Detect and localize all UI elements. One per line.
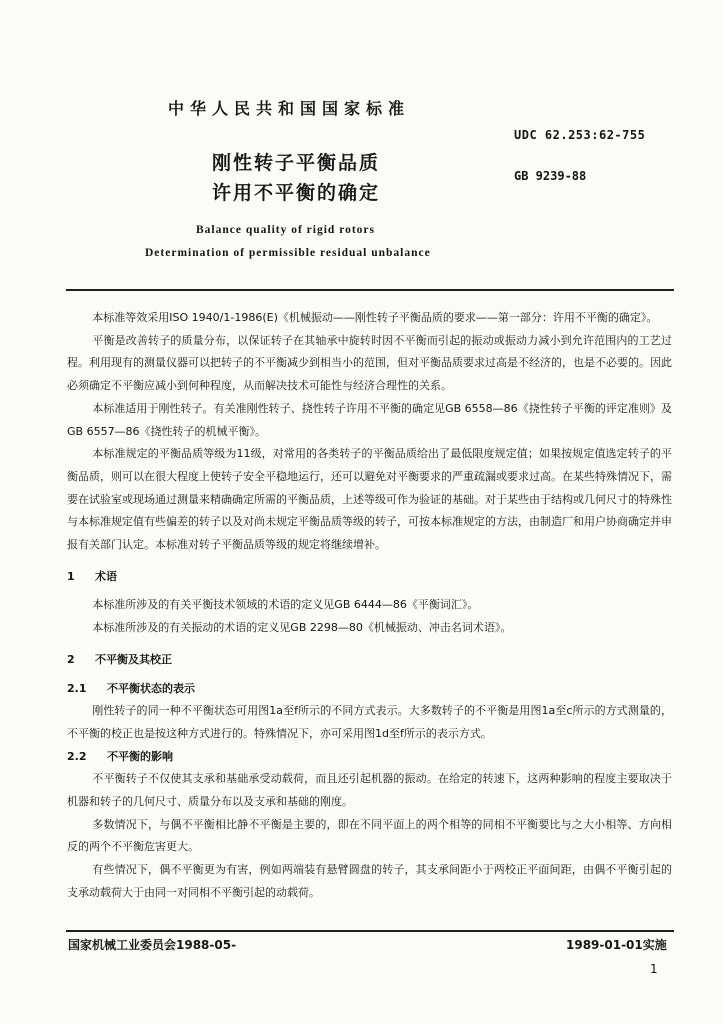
subsection-heading [67,746,672,769]
body-paragraph: 本标准所涉及的有关振动的术语的定义见GB 2298—80《机械振动、冲击名词术语》。 [92,621,512,635]
title-en-line2: Determination of permissible residual unbalance [145,247,431,259]
section-title: 术语 [95,569,117,583]
title-cn-line1: 刚性转子平衡品质 [212,152,381,174]
top-divider [66,289,674,291]
section-heading [67,649,672,672]
section-number: 2 [67,652,75,666]
intro-paragraph: 本标准规定的平衡品质等级为11级，对常用的各类转子的平衡品质给出了最低限度规定值；如果按规定值选定转子的平衡品质，则可以在很大程度上使转子安全平稳地运行，还可以避免对平衡要求的严重疏漏或要求过高。在某些特殊情况下，需要在试验室或现场通过测量来精确确定所需的平衡品质，上述等级可作为验证的基础。对于某些由于结构或几何尺寸的特殊性与本标准规定值有些偏差的转子以及对尚未规定平衡品质等级的转子，可按本标准规定的方法，由制造厂和用户协商确定并申报有关部门认定。本标准对转子平衡品质等级的规定将继续增补。 [67,447,672,552]
issued-by: 国家机械工业委员会1988-05- [68,938,237,952]
document-body [67,307,672,905]
subsection-title: 不平衡状态的表示 [107,681,195,695]
standard-heading: 中华人民共和国国家标准 [168,99,411,118]
intro-paragraph: 平衡是改善转子的质量分布，以保证转子在其轴承中旋转时因不平衡而引起的振动或振动力减小到允许范围内的工艺过程。利用现有的测量仪器可以把转子的不平衡减少到相当小的范围，但对平衡品质要求过高是不经济的，也是不必要的。因此必须确定不平衡应减小到何种程度，从而解决技术可能性与经济合理性的关系。 [67,333,672,393]
gb-number: GB 9239-88 [514,169,587,183]
body-paragraph: 多数情况下，与偶不平衡相比静不平衡是主要的，即在不同平面上的两个相等的同相不平衡要比与之大小相等、方向相反的两个不平衡危害更大。 [67,817,672,854]
subsection-title: 不平衡的影响 [107,749,173,763]
section-number: 1 [67,569,75,583]
section-title: 不平衡及其校正 [95,652,172,666]
subsection-number: 2.2 [67,749,87,763]
intro-paragraph: 本标准等效采用ISO 1940/1-1986(E)《机械振动——刚性转子平衡品质的要求——第一部分：许用不平衡的确定》。 [92,311,658,324]
body-paragraph: 刚性转子的同一种不平衡状态可用图1a至f所示的不同方式表示。大多数转子的不平衡是用图1a至c所示的方式测量的，不平衡的校正也是按这种方式进行的。特殊情况下，亦可采用图1d至f所示的表示方式。 [67,704,672,740]
bottom-divider [66,930,674,932]
subsection-heading [67,678,672,701]
effective-date: 1989-01-01实施 [566,938,667,952]
subsection-number: 2.1 [67,681,87,695]
title-en-line1: Balance quality of rigid rotors [196,224,376,236]
udc-code: UDC 62.253:62-755 [514,128,646,142]
body-paragraph: 本标准所涉及的有关平衡技术领域的术语的定义见GB 6444—86《平衡词汇》。 [92,598,479,612]
section-heading [67,566,672,589]
body-paragraph: 有些情况下，偶不平衡更为有害，例如两端装有悬臂圆盘的转子，其支承间距小于两校正平面间距，由偶不平衡引起的支承动载荷大于由同一对同相不平衡引起的动载荷。 [67,863,672,899]
title-cn-line2: 许用不平衡的确定 [212,182,381,204]
body-paragraph: 不平衡转子不仅使其支承和基础承受动载荷，而且还引起机器的振动。在给定的转速下，这两种影响的程度主要取决于机器和转子的几何尺寸、质量分布以及支承和基础的刚度。 [67,772,672,809]
intro-paragraph: 本标准适用于刚性转子。有关准刚性转子、挠性转子许用不平衡的确定见GB 6558—86《挠性转子平衡的评定准则》及GB 6557—86《挠性转子的机械平衡》。 [67,401,672,438]
page-number: 1 [650,962,658,976]
